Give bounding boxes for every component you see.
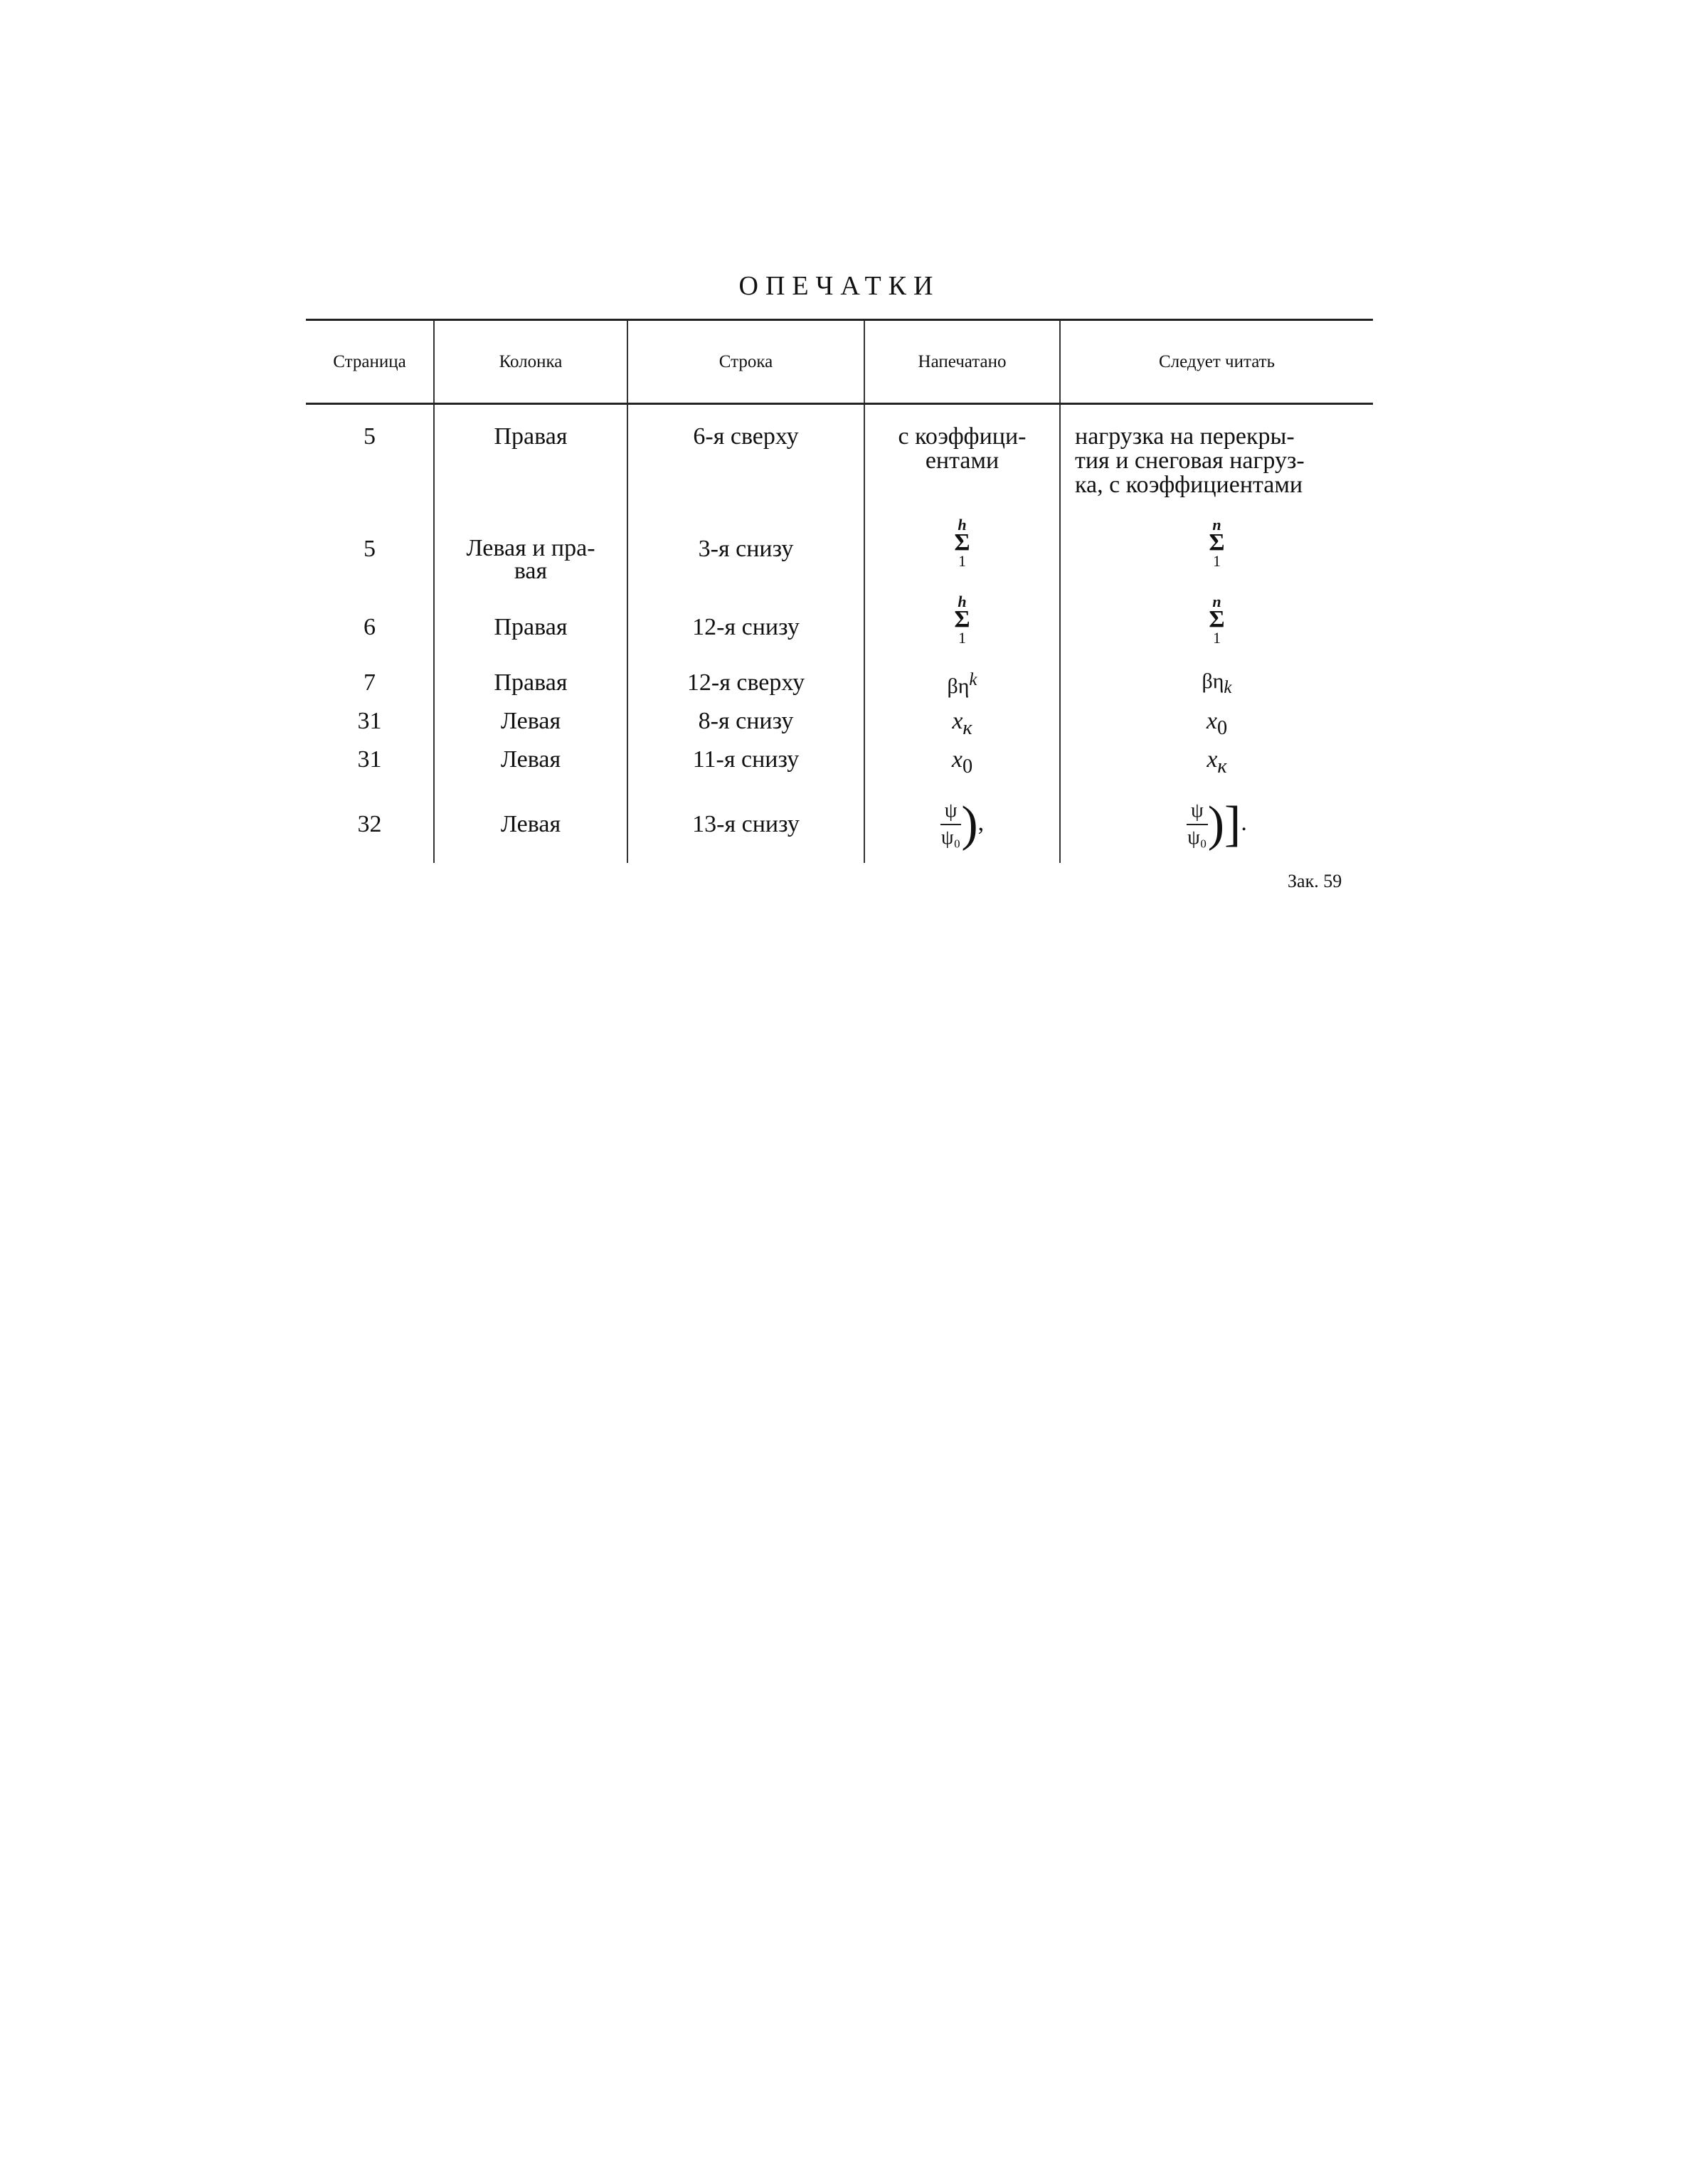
sum-symbol: h Σ 1: [954, 516, 970, 570]
cell-correct: $\beta\eta_k$: [1060, 671, 1373, 709]
fraction: $\frac{\psi}{\text{ψ₀}}$: [940, 800, 961, 849]
cell-correct: [1060, 517, 1373, 594]
header-correct: Следует читать: [1060, 320, 1373, 404]
page-title: ОПЕЧАТКИ: [738, 271, 940, 301]
table-row: [306, 594, 1373, 671]
cell-page: 7: [364, 669, 376, 696]
table-row: [306, 748, 1373, 786]
cell-column: Правая: [434, 594, 627, 671]
cell-column: Левая: [434, 709, 627, 748]
cell-line: 13-я снизу: [627, 786, 864, 863]
cell-correct: $x_к$: [1060, 748, 1373, 786]
cell-line: 12-я сверху: [627, 671, 864, 709]
errata-table: [306, 319, 1373, 863]
cell-line: 11-я снизу: [627, 748, 864, 786]
table-row: [306, 709, 1373, 748]
cell-line: 12-я снизу: [627, 594, 864, 671]
cell-page: 31: [357, 708, 382, 734]
table-row: [306, 425, 1373, 517]
cell-page: 32: [357, 811, 382, 837]
cell-line: 8-я снизу: [627, 709, 864, 748]
header-column: Колонка: [434, 320, 627, 404]
table-row: [306, 671, 1373, 709]
cell-page: 31: [357, 746, 382, 773]
cell-column: Левая: [434, 748, 627, 786]
fraction: $\frac{\psi}{\text{ψ₀}}$: [1187, 800, 1207, 849]
cell-printed: $x_0$: [864, 748, 1060, 786]
sum-symbol: n Σ 1: [1209, 516, 1225, 570]
table-row: [306, 786, 1373, 863]
cell-printed: $x_к$: [864, 709, 1060, 748]
cell-printed: [864, 594, 1060, 671]
cell-printed: [864, 517, 1060, 594]
cell-page: 5: [364, 423, 376, 450]
header-page: Страница: [333, 351, 406, 371]
cell-line: 6-я сверху: [627, 425, 864, 517]
cell-page: 5: [364, 536, 376, 562]
order-number: Зак. 59: [1288, 871, 1342, 891]
cell-column: Правая: [434, 671, 627, 709]
cell-page: 6: [364, 614, 376, 640]
table-header-row: [306, 320, 1373, 404]
cell-correct: $x_0$: [1060, 709, 1373, 748]
cell-correct: нагрузка на перекры- тия и снеговая нагруз- ка, с коэффициентами: [1060, 425, 1373, 517]
sum-symbol: h Σ 1: [954, 593, 970, 647]
cell-correct: $\frac{\psi}{\text{ψ₀}}$ )].: [1060, 786, 1373, 863]
header-line: Строка: [627, 320, 864, 404]
cell-line: 3-я снизу: [627, 517, 864, 594]
header-printed: Напечатано: [864, 320, 1060, 404]
cell-column: Левая и пра- вая: [434, 517, 627, 594]
cell-column: Левая: [434, 786, 627, 863]
cell-printed: с коэффици- ентами: [864, 425, 1060, 517]
cell-printed: $\beta\eta^k$: [864, 671, 1060, 709]
table-row: [306, 517, 1373, 594]
sum-symbol: n Σ 1: [1209, 593, 1225, 647]
cell-printed: $\frac{\psi}{\text{ψ₀}}$ ),: [864, 786, 1060, 863]
cell-correct: [1060, 594, 1373, 671]
cell-column: Правая: [434, 425, 627, 517]
